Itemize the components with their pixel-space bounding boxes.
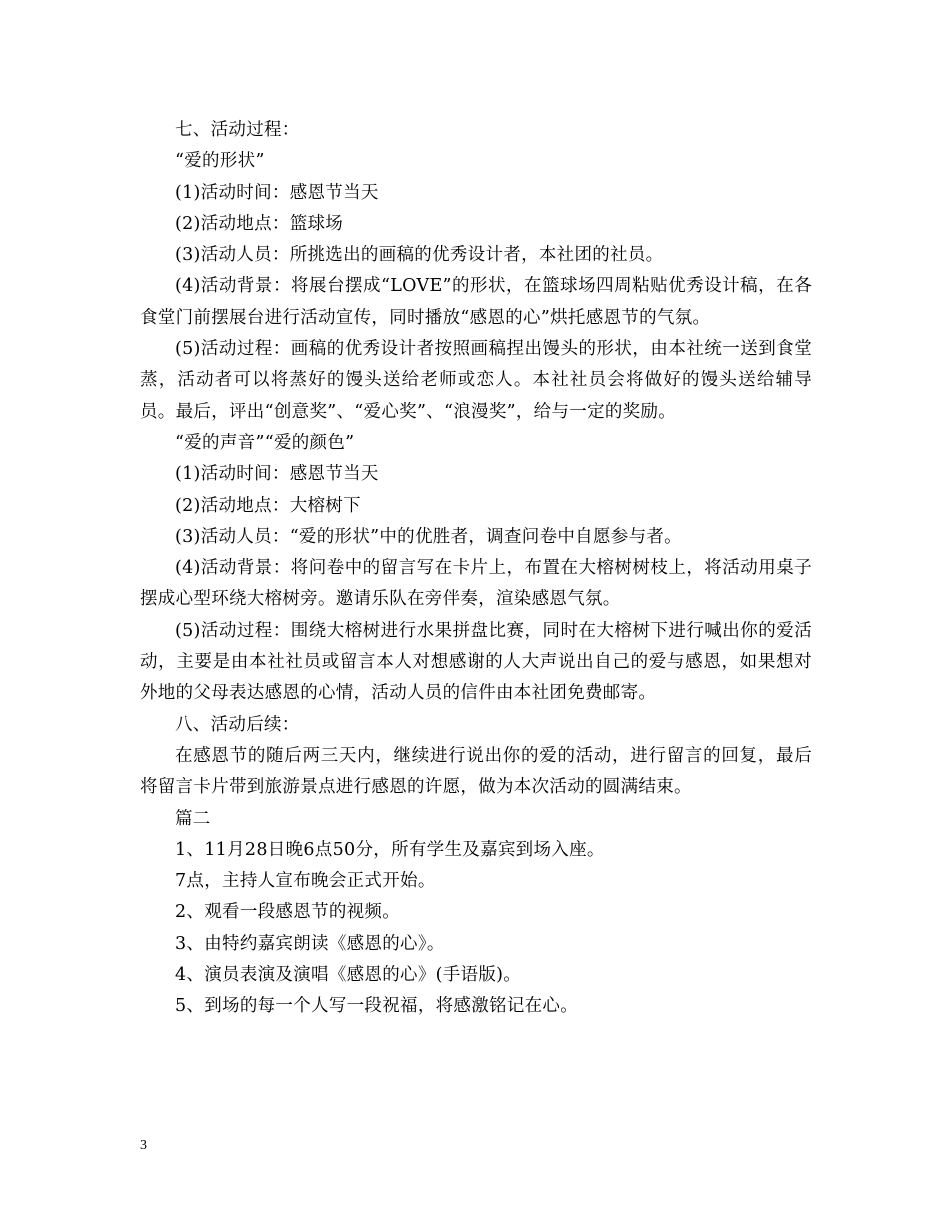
paragraph: (4)活动背景：将问卷中的留言写在卡片上，布置在大榕树树枝上，将活动用桌子摆成心型环绕大榕树旁。邀请乐队在旁伴奏，渲染感恩气氛。 (140, 558, 812, 610)
paragraph: (4)活动背景：将展台摆成“LOVE”的形状，在篮球场四周粘贴优秀设计稿，在各食堂门前摆展台进行活动宣传，同时播放“感恩的心”烘托感恩节的气氛。 (140, 276, 812, 328)
list-item: 4、演员表演及演唱《感恩的心》(手语版)。 (175, 965, 522, 986)
paragraph: (1)活动时间：感恩节当天 (175, 464, 379, 485)
subheading-shape-of-love: “爱的形状” (175, 151, 265, 172)
paragraph: (5)活动过程：围绕大榕树进行水果拼盘比赛，同时在大榕树下进行喊出你的爱活动，主要是由本社社员或留言本人对想感谢的人大声说出自己的爱与感恩，如果想对外地的父母表达感恩的心情，活动人员的信件由本社团免费邮寄。 (140, 620, 812, 704)
heading-part-two: 篇二 (175, 808, 211, 829)
paragraph: (3)活动人员：“爱的形状”中的优胜者，调查问卷中自愿参与者。 (175, 526, 682, 547)
document-body (140, 115, 812, 1023)
paragraph: (5)活动过程：画稿的优秀设计者按照画稿捏出馒头的形状，由本社统一送到食堂蒸，活动者可以将蒸好的馒头送给老师或恋人。本社社员会将做好的馒头送给辅导员。最后，评出“创意奖”、“爱心奖”、“浪漫奖”，给与一定的奖励。 (140, 339, 812, 422)
list-item: 7点，主持人宣布晚会正式开始。 (175, 871, 436, 892)
heading-activity-process: 七、活动过程： (175, 120, 300, 140)
list-item: 5、到场的每一个人写一段祝福，将感激铭记在心。 (175, 996, 579, 1017)
list-item: 3、由特约嘉宾朗读《感恩的心》。 (175, 933, 445, 954)
paragraph: (3)活动人员：所挑选出的画稿的优秀设计者，本社团的社员。 (175, 245, 664, 266)
paragraph: (2)活动地点：大榕树下 (175, 495, 361, 516)
subheading-sound-and-color-of-love: “爱的声音”“爱的颜色” (175, 432, 355, 453)
paragraph: 在感恩节的随后两三天内，继续进行说出你的爱的活动，进行留言的回复，最后将留言卡片带到旅游景点进行感恩的许愿，做为本次活动的圆满结束。 (140, 745, 812, 798)
list-item: 1、11月28日晚6点50分，所有学生及嘉宾到场入座。 (175, 839, 605, 860)
heading-follow-up: 八、活动后续： (175, 714, 300, 735)
paragraph: (1)活动时间：感恩节当天 (175, 182, 379, 203)
paragraph: (2)活动地点：篮球场 (175, 213, 344, 234)
list-item: 2、观看一段感恩节的视频。 (175, 902, 401, 923)
page-number: 3 (140, 1138, 147, 1153)
